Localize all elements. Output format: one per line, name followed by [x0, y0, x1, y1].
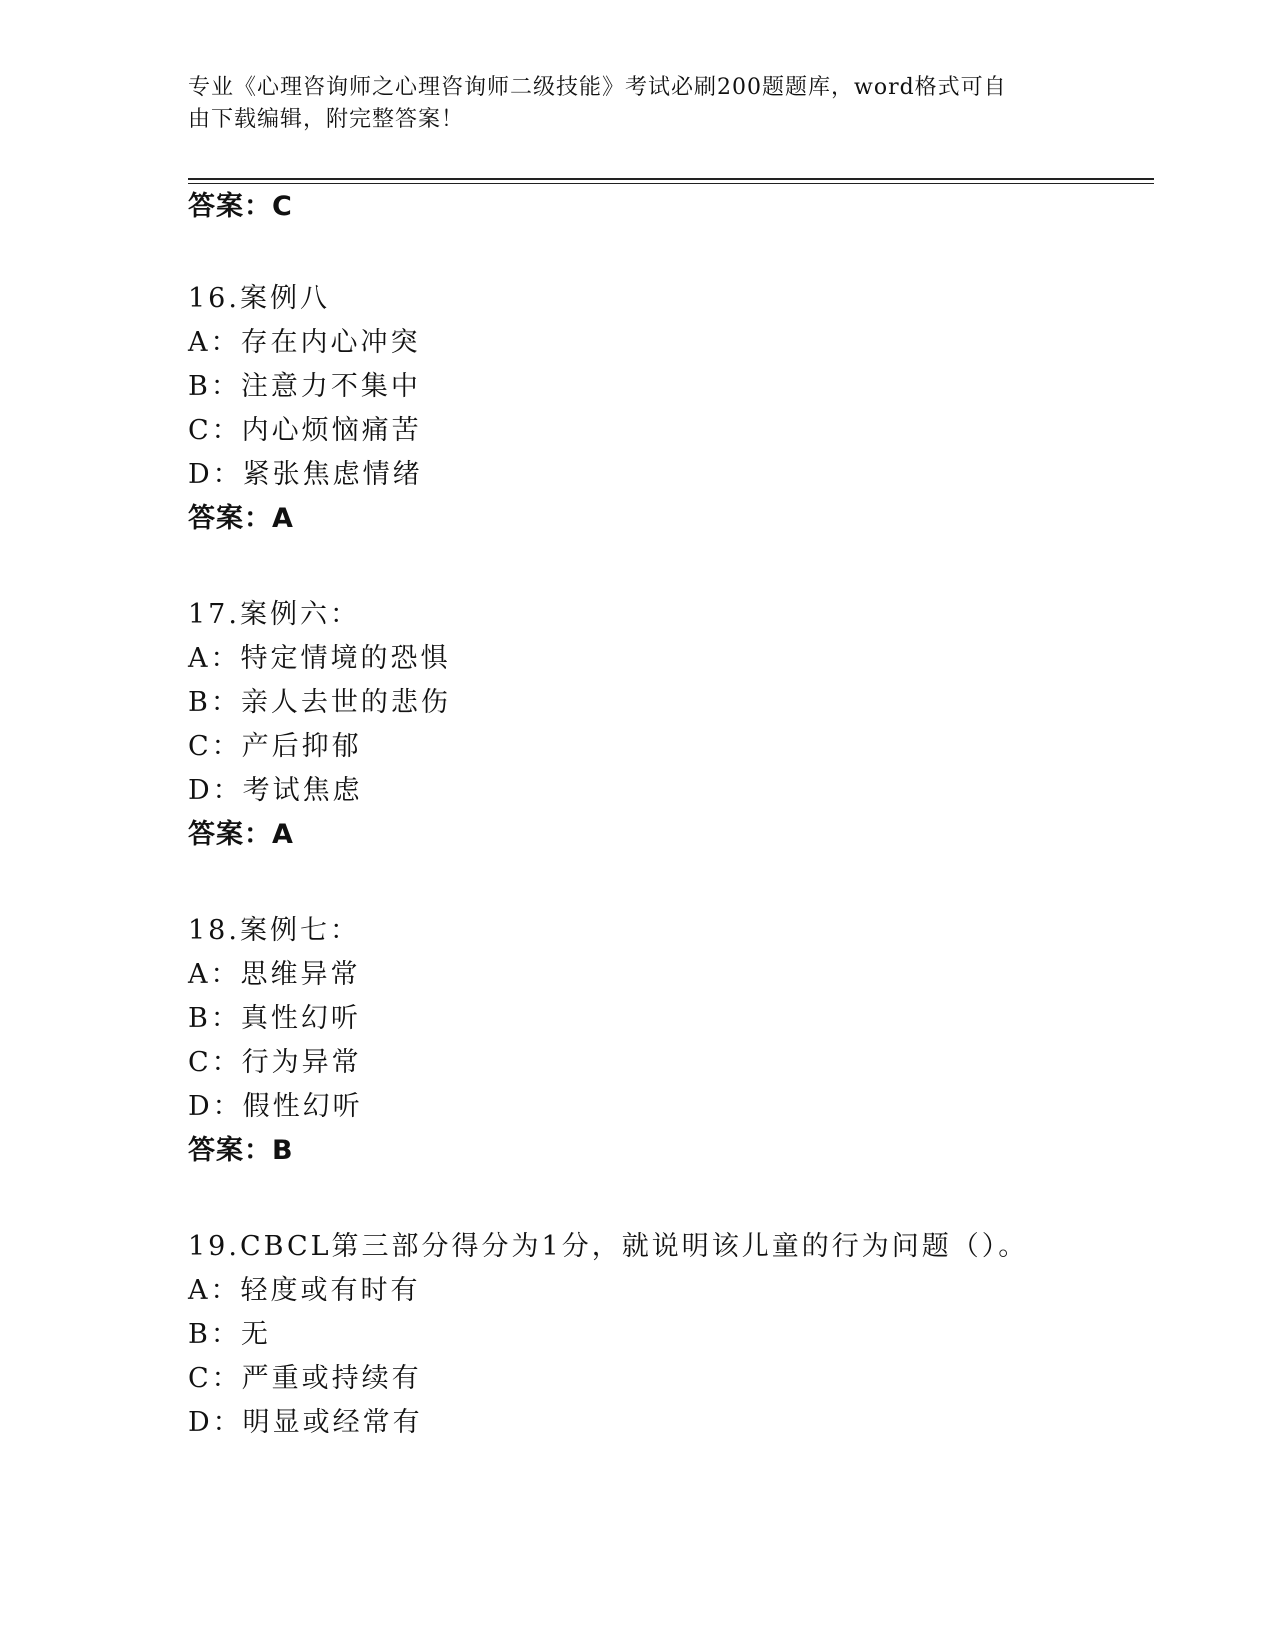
option-a: A：轻度或有时有 — [188, 1275, 421, 1306]
header-line-2: 由下载编辑，附完整答案！ — [188, 107, 465, 132]
header-line-1: 专业《心理咨询师之心理咨询师二级技能》考试必刷200题题库，word格式可自 — [188, 75, 1007, 100]
option-d: D：假性幻听 — [188, 1091, 363, 1122]
option-b: B：亲人去世的悲伤 — [188, 687, 451, 718]
option-a: A：特定情境的恐惧 — [188, 643, 451, 674]
option-a: A：存在内心冲突 — [188, 327, 421, 358]
answer-line: 答案：A — [188, 503, 294, 534]
question-stem: 17.案例六： — [188, 599, 360, 630]
option-c: C：行为异常 — [188, 1047, 362, 1078]
option-b: B：注意力不集中 — [188, 371, 421, 402]
option-d: D：紧张焦虑情绪 — [188, 459, 423, 490]
header-divider-thin — [188, 183, 1154, 184]
question-stem: 18.案例七： — [188, 915, 360, 946]
option-c: C：产后抑郁 — [188, 731, 362, 762]
option-d: D：考试焦虑 — [188, 775, 363, 806]
question-stem: 19.CBCL第三部分得分为1分，就说明该儿童的行为问题（）。 — [188, 1231, 1029, 1262]
option-b: B：真性幻听 — [188, 1003, 361, 1034]
document-header — [188, 72, 1088, 136]
answer-line: 答案：C — [188, 191, 293, 222]
option-c: C：严重或持续有 — [188, 1363, 422, 1394]
option-a: A：思维异常 — [188, 959, 361, 990]
answer-line: 答案：B — [188, 1135, 294, 1166]
question-stem: 16.案例八 — [188, 283, 330, 314]
option-b: B：无 — [188, 1319, 271, 1350]
answer-line: 答案：A — [188, 819, 294, 850]
option-c: C：内心烦恼痛苦 — [188, 415, 422, 446]
header-divider — [188, 178, 1154, 180]
option-d: D：明显或经常有 — [188, 1407, 423, 1438]
